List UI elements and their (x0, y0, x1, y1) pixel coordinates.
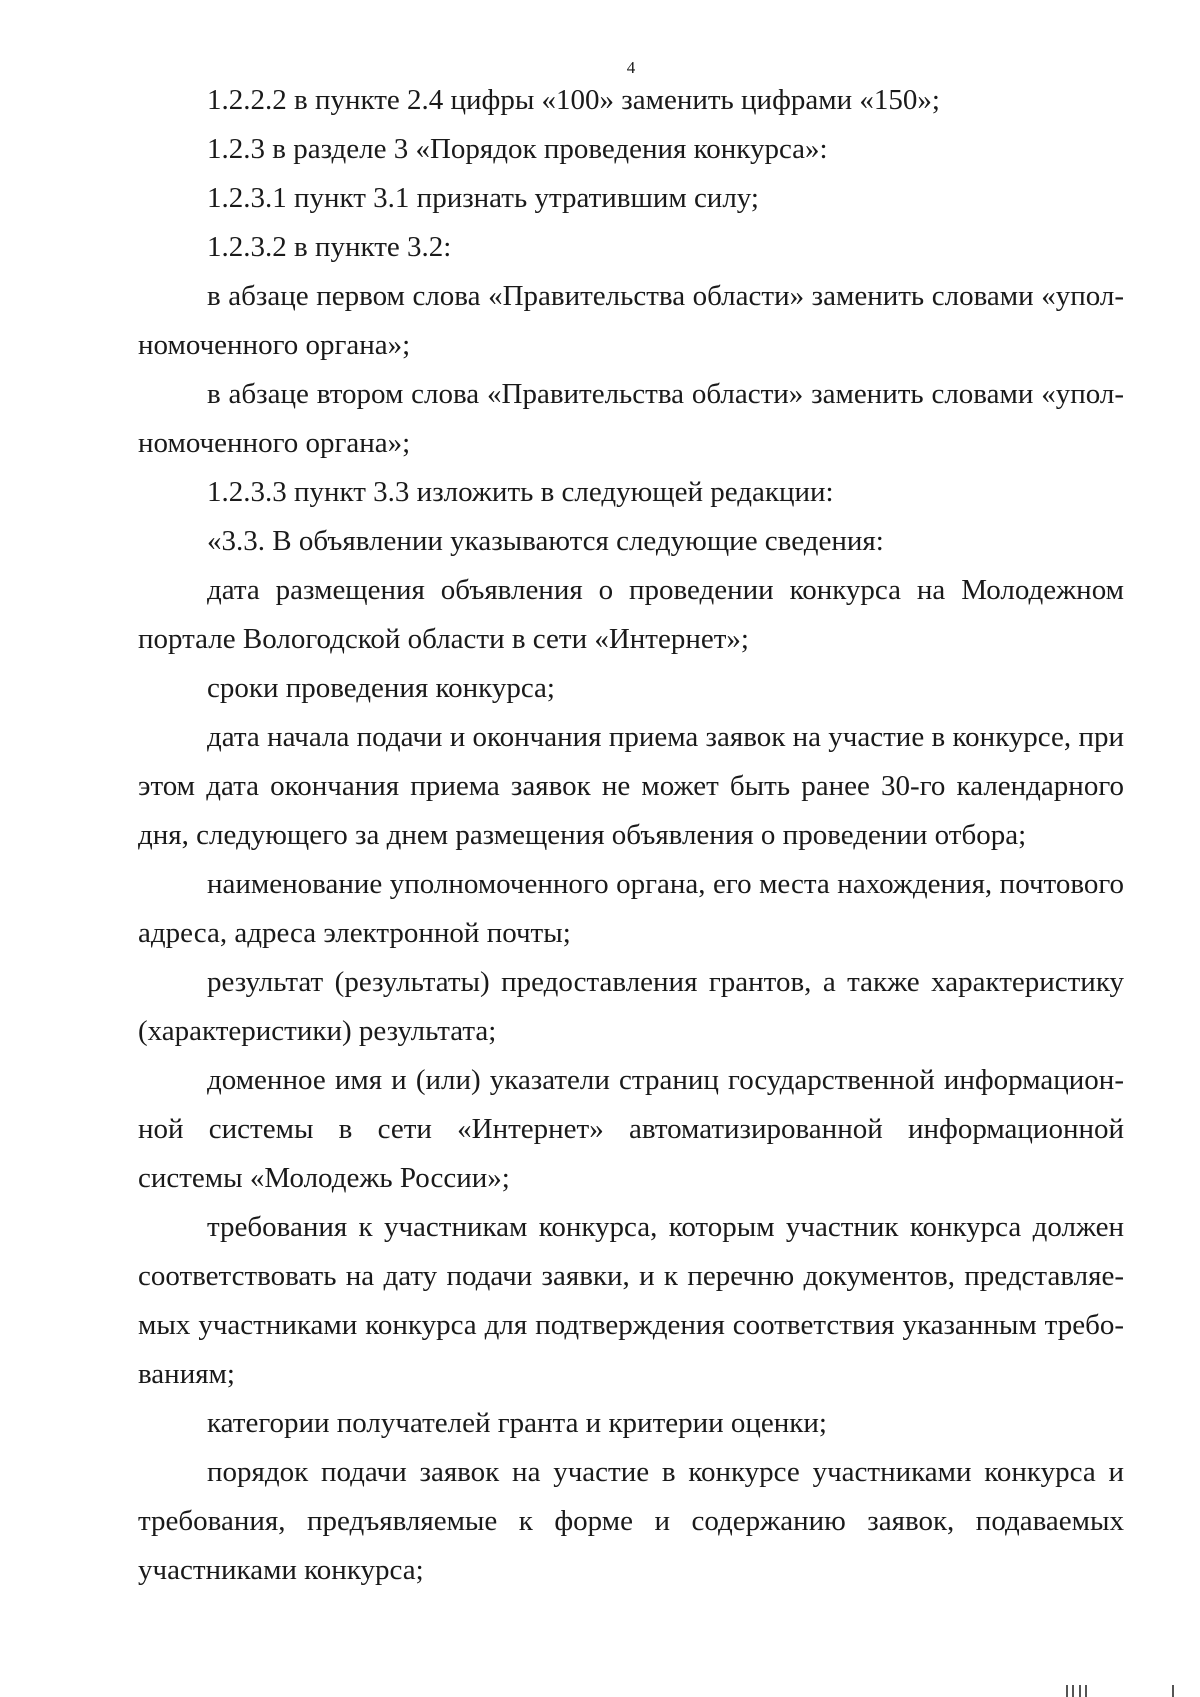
paragraph: 1.2.3.3 пункт 3.3 изложить в следующей редакции: (207, 476, 834, 508)
document-body (138, 76, 1124, 1595)
scan-artifact-mark (1066, 1685, 1068, 1697)
paragraph: результат (результаты) предоставления грантов, а также характеристику (характеристики) результата; (138, 966, 1124, 1047)
scan-artifact-mark (1172, 1685, 1174, 1697)
paragraph: доменное имя и (или) указатели страниц государственной информационной системы в сети «Интернет» автоматизированной информационной системы «Молодежь России»; (138, 1064, 1124, 1194)
paragraph: категории получателей гранта и критерии оценки; (207, 1407, 827, 1439)
paragraph: «3.3. В объявлении указываются следующие сведения: (207, 525, 884, 557)
paragraph: в абзаце первом слова «Правительства области» заменить словами «уполномоченного органа»; (138, 280, 1124, 361)
scan-artifact-mark (1085, 1685, 1087, 1697)
scan-artifact-mark (1072, 1685, 1074, 1697)
paragraph: дата размещения объявления о проведении конкурса на Молодежном портале Вологодской области в сети «Интернет»; (138, 574, 1124, 655)
page-number: 4 (626, 58, 636, 77)
paragraph: 1.2.3 в разделе 3 «Порядок проведения конкурса»: (207, 133, 828, 165)
paragraph: дата начала подачи и окончания приема заявок на участие в конкурсе, при этом дата окончания приема заявок не может быть ранее 30-го календарного дня, следующего за днем размещения объявления о проведении отбора; (138, 721, 1124, 851)
paragraph: 1.2.3.1 пункт 3.1 признать утратившим силу; (207, 182, 759, 214)
scan-artifact-mark (1079, 1685, 1081, 1697)
paragraph: наименование уполномоченного органа, его места нахождения, почтового адреса, адреса электронной почты; (138, 868, 1124, 949)
paragraph: требования к участникам конкурса, которым участник конкурса должен соответствовать на дату подачи заявки, и к перечню документов, представляемых участниками конкурса для подтверждения соответствия указанным требованиям; (138, 1211, 1124, 1390)
paragraph: 1.2.2.2 в пункте 2.4 цифры «100» заменить цифрами «150»; (207, 84, 940, 116)
paragraph: в абзаце втором слова «Правительства области» заменить словами «уполномоченного органа»; (138, 378, 1124, 459)
paragraph: 1.2.3.2 в пункте 3.2: (207, 231, 452, 263)
paragraph: сроки проведения конкурса; (207, 672, 555, 704)
paragraph: порядок подачи заявок на участие в конкурсе участниками конкурса и требования, предъявляемые к форме и содержанию заявок, подаваемых участниками конкурса; (138, 1456, 1124, 1586)
